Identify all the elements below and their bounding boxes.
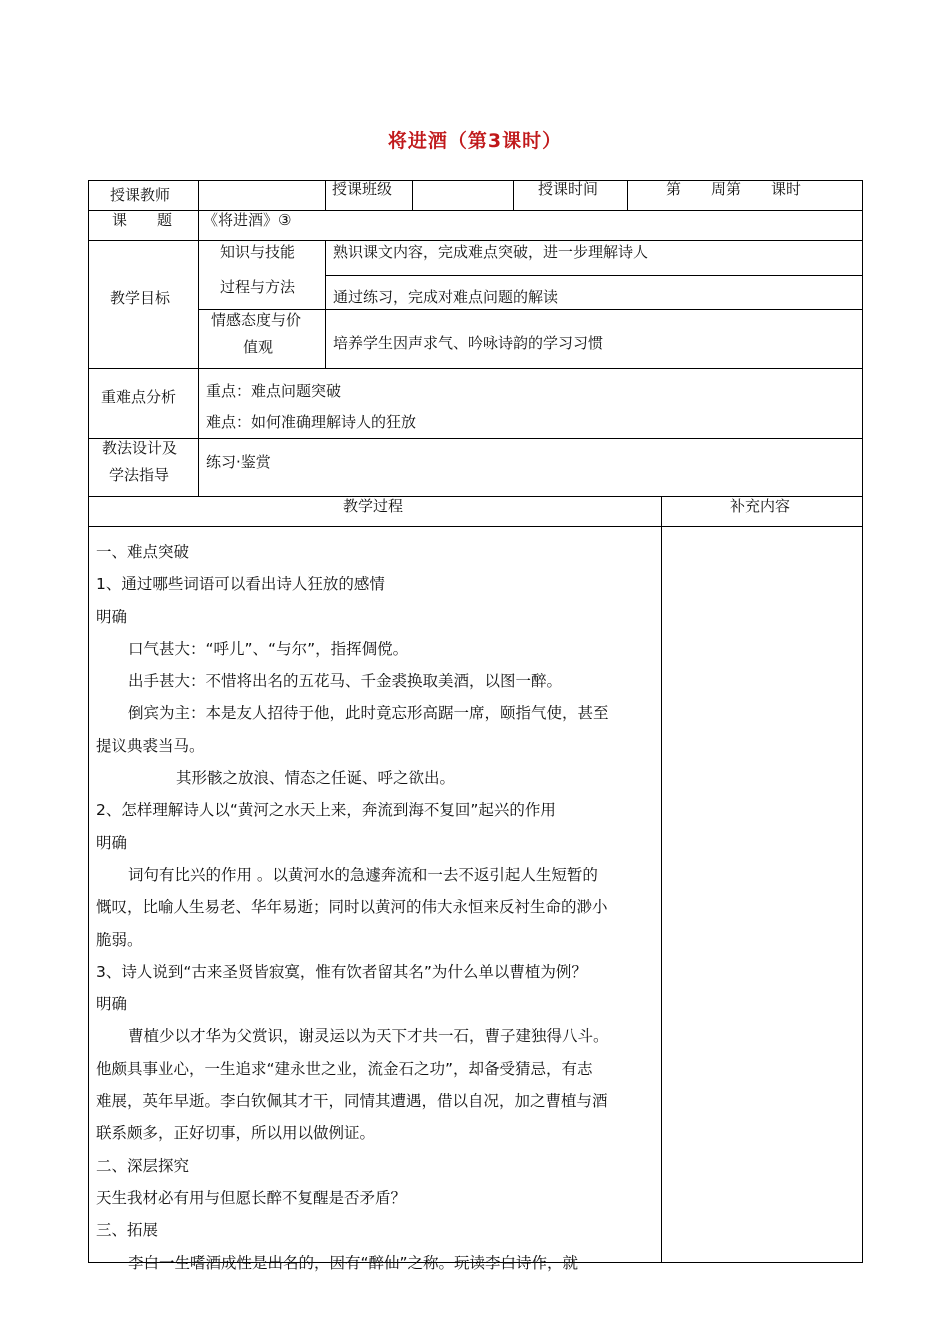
question: 天生我材必有用与但愿长醉不复醒是否矛盾？: [96, 1188, 407, 1207]
table-border: [325, 275, 863, 276]
table-border: [88, 368, 863, 369]
table-border: [325, 180, 326, 210]
topic-label: 课 题: [112, 211, 173, 229]
goal-name-emotion-line1: 情感态度与价: [211, 311, 302, 329]
table-border-left: [88, 180, 89, 1262]
page-title: 将进酒（第3课时）: [387, 130, 563, 152]
section-heading: 二、深层探究: [96, 1156, 190, 1175]
goals-label: 教学目标: [110, 289, 171, 307]
table-border: [88, 240, 863, 241]
paragraph-line: 他颇具事业心，一生追求“建永世之业，流金石之功”，却备受猜忌，有志: [96, 1059, 593, 1078]
paragraph-line: 脆弱。: [96, 930, 143, 949]
time-value: 第 周第 课时: [666, 180, 802, 198]
keypoint-difficulty: 难点：如何准确理解诗人的狂放: [206, 413, 417, 431]
goal-value-process: 通过练习，完成对难点问题的解读: [333, 288, 559, 306]
table-border: [88, 438, 863, 439]
method-label-line1: 教法设计及: [102, 439, 178, 457]
paragraph-line: 词句有比兴的作用 。以黄河水的急遽奔流和一去不返引起人生短暂的: [128, 865, 598, 884]
topic-value: 《将进酒》③: [203, 211, 292, 229]
question: 3、诗人说到“古来圣贤皆寂寞，惟有饮者留其名”为什么单以曹植为例？: [96, 962, 587, 981]
process-body: [96, 536, 658, 1279]
table-border: [661, 496, 662, 1262]
question: 2、怎样理解诗人以“黄河之水天上来，奔流到海不复回”起兴的作用: [96, 801, 556, 820]
keypoints-label: 重难点分析: [101, 388, 177, 406]
table-border: [412, 180, 413, 210]
supplement-header: 补充内容: [730, 497, 791, 515]
answer-label: 明确: [96, 607, 128, 626]
paragraph-line: 联系颇多，正好切事，所以用以做例证。: [96, 1124, 376, 1143]
answer-label: 明确: [96, 833, 128, 852]
class-label: 授课班级: [332, 180, 393, 198]
table-border: [88, 526, 863, 527]
method-value: 练习·鉴赏: [206, 453, 271, 471]
section-heading: 一、难点突破: [96, 543, 190, 561]
goal-name-knowledge: 知识与技能: [220, 243, 296, 261]
goal-value-emotion: 培养学生因声求气、吟咏诗韵的学习习惯: [333, 334, 604, 352]
paragraph-line: 倒宾为主：本是友人招待于他，此时竟忘形高踞一席，颐指气使，甚至: [128, 704, 609, 723]
question: 1、通过哪些词语可以看出诗人狂放的感情: [96, 575, 385, 594]
time-label: 授课时间: [538, 180, 599, 198]
table-border: [513, 180, 514, 210]
section-heading: 三、拓展: [96, 1221, 159, 1240]
keypoint-key: 重点：难点问题突破: [206, 382, 342, 400]
paragraph-line: 李白一生嗜酒成性是出名的，因有“醉仙”之称。玩读李白诗作，就: [128, 1253, 579, 1272]
method-label-line2: 学法指导: [109, 466, 170, 484]
table-border: [325, 240, 326, 368]
paragraph-line: 慨叹，比喻人生易老、华年易逝；同时以黄河的伟大永恒来反衬生命的渺小: [96, 898, 608, 917]
paragraph-line: 难展，英年早逝。李白钦佩其才干，同情其遭遇，借以自况，加之曹植与酒: [96, 1092, 608, 1111]
paragraph-line: 提议典裘当马。: [96, 736, 205, 755]
answer-label: 明确: [96, 995, 128, 1014]
goal-value-knowledge: 熟识课文内容，完成难点突破，进一步理解诗人: [333, 243, 649, 261]
table-border: [627, 180, 628, 210]
paragraph-line: 曹植少以才华为父赏识，谢灵运以为天下才共一石，曹子建独得八斗。: [128, 1027, 609, 1046]
table-border: [198, 180, 199, 496]
goal-name-emotion-line2: 值观: [243, 338, 274, 356]
teacher-label: 授课教师: [110, 186, 171, 204]
goal-name-process: 过程与方法: [220, 278, 296, 296]
table-border-right: [862, 180, 863, 1262]
paragraph-line: 口气甚大：“呼儿”、“与尔”，指挥倜傥。: [128, 639, 409, 658]
process-header: 教学过程: [343, 497, 404, 515]
paragraph-line: 其形骸之放浪、情态之任诞、呼之欲出。: [176, 769, 456, 788]
paragraph-line: 出手甚大：不惜将出名的五花马、千金裘换取美酒，以图一醉。: [128, 672, 563, 691]
